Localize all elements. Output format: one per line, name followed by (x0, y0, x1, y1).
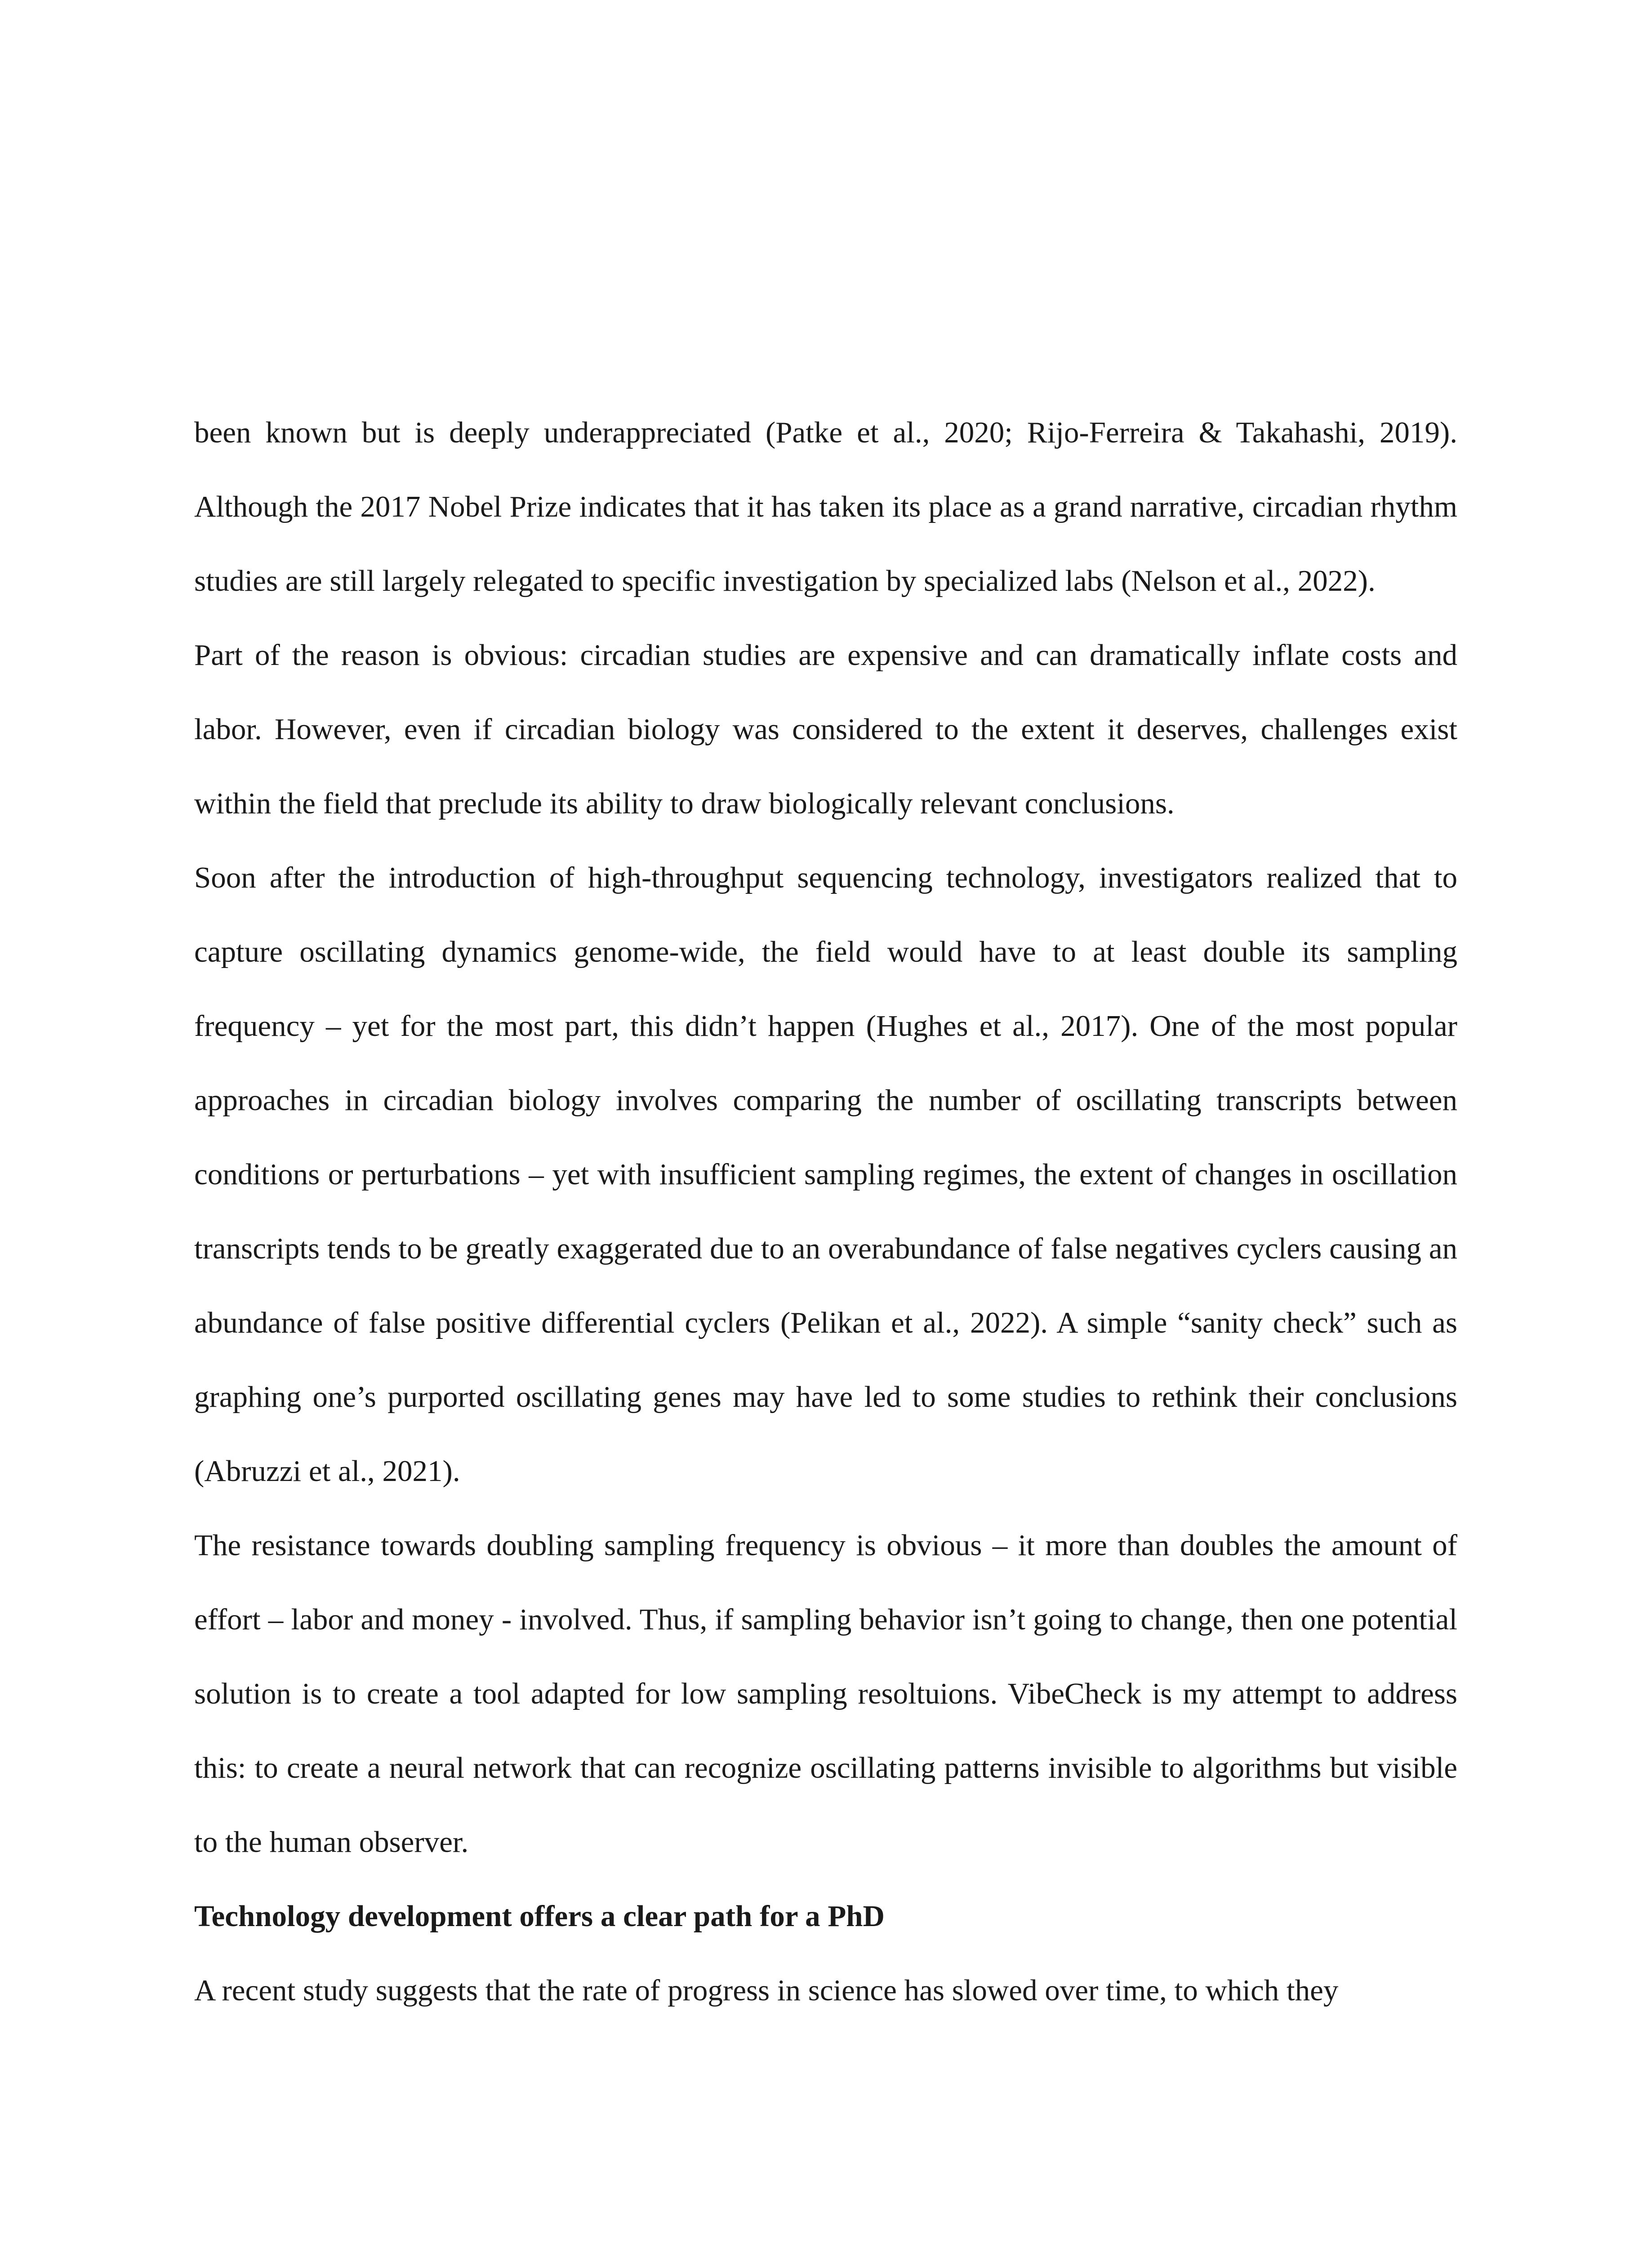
paragraph-4: The resistance towards doubling sampling frequency is obvious – it more than doubles the amount of effort – labor and money - involved. Thus, if sampling behavior isn’t going to change, then one potential solution is to create a tool adapted for low sampling resoltuions. VibeCheck is my attempt to address this: to create a neural network that can recognize oscillating patterns invisible to algorithms but visible to the human observer. (194, 1529, 1457, 1859)
paragraph-2: Part of the reason is obvious: circadian studies are expensive and can dramatically inflate costs and labor. However, even if circadian biology was considered to the extent it deserves, challenges exist within the field that preclude its ability to draw biologically relevant conclusions. (194, 638, 1457, 820)
paragraph-3: Soon after the introduction of high-throughput sequencing technology, investigators realized that to capture oscillating dynamics genome-wide, the field would have to at least double its sampling frequency – yet for the most part, this didn’t happen (Hughes et al., 2017). One of the most popular approaches in circadian biology involves comparing the number of oscillating transcripts between conditions or perturbations – yet with insufficient sampling regimes, the extent of changes in oscillation transcripts tends to be greatly exaggerated due to an overabundance of false negatives cyclers causing an abundance of false positive differential cyclers (Pelikan et al., 2022). A simple “sanity check” such as graphing one’s purported oscillating genes may have led to some studies to rethink their conclusions (Abruzzi et al., 2021). (194, 861, 1457, 1488)
paragraph-1: been known but is deeply underappreciated (Patke et al., 2020; Rijo-Ferreira & Takahashi, 2019). Although the 2017 Nobel Prize indicates that it has taken its place as a grand narrative, circadian rhythm studies are still largely relegated to specific investigation by specialized labs (Nelson et al., 2022). (194, 416, 1457, 598)
paragraph-5: A recent study suggests that the rate of progress in science has slowed over time, to which they (194, 1974, 1339, 2007)
body-text (194, 396, 1457, 2028)
section-heading: Technology development offers a clear path for a PhD (194, 1900, 885, 1933)
